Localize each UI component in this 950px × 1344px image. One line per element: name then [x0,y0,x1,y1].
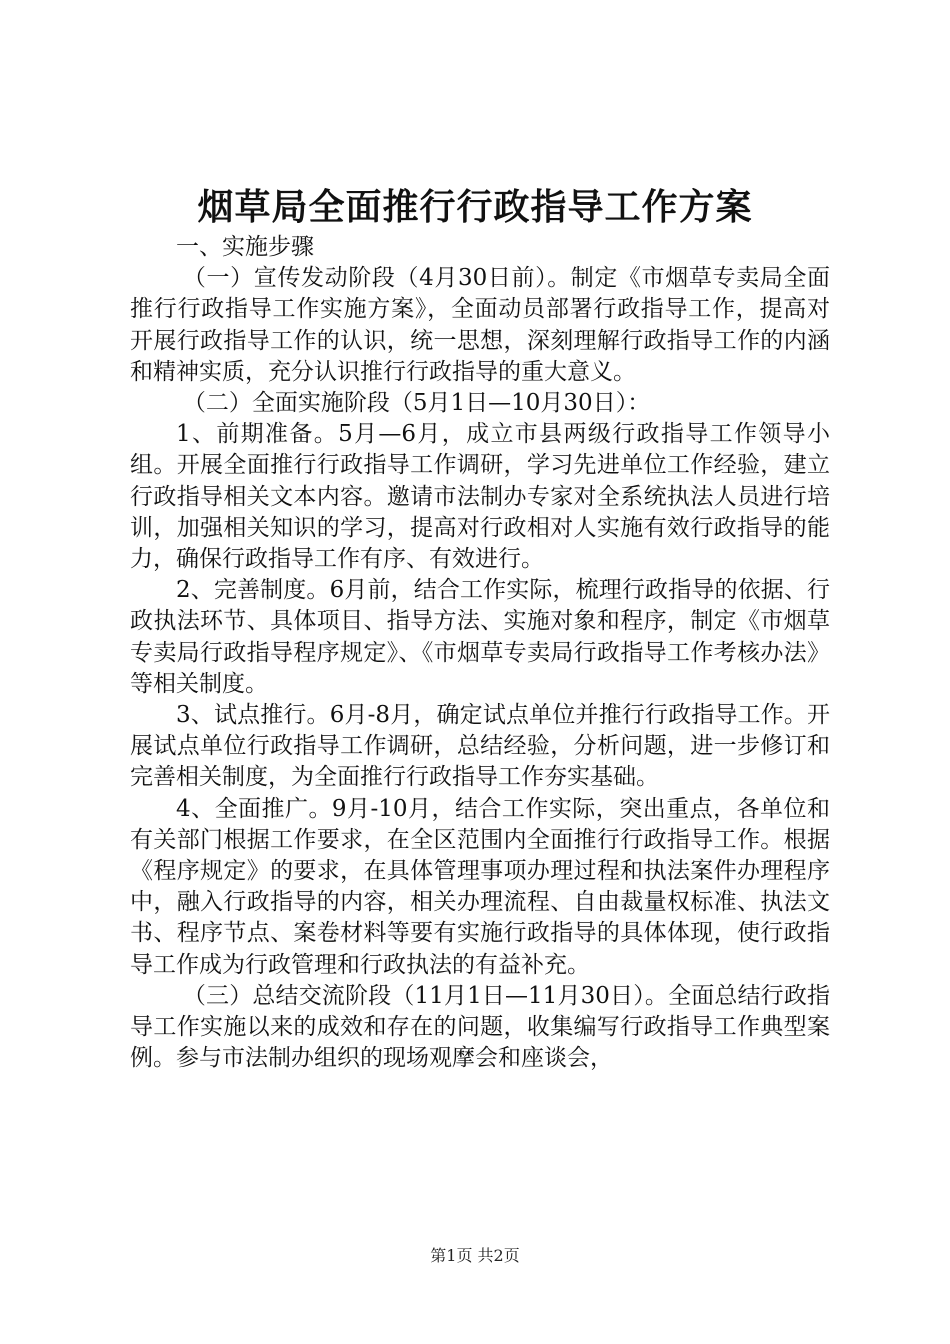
paragraph-stage-3-summary: （三）总结交流阶段（11月1日—11月30日）。全面总结行政指导工作实施以来的成效和存在的问题，收集编写行政指导工作典型案例。参与市法制办组织的现场观摩会和座谈会， [130,982,830,1072]
document-body [130,232,830,1074]
document-title: 烟草局全面推行行政指导工作方案 [197,187,753,228]
paragraph-item-3-pilot: 3、试点推行。6月-8月，确定试点单位并推行行政指导工作。开展试点单位行政指导工作调研，总结经验，分析问题，进一步修订和完善相关制度，为全面推行行政指导工作夯实基础。 [130,702,830,791]
page-number-footer: 第1页 共2页 [430,1246,520,1265]
paragraph-stage-2-heading: （二）全面实施阶段（5月1日—10月30日）： [182,390,651,417]
section-heading-implementation-steps: 一、实施步骤 [176,234,314,260]
paragraph-item-1-preparation: 1、前期准备。5月—6月，成立市县两级行政指导工作领导小组。开展全面推行行政指导工作调研，学习先进单位工作经验，建立行政指导相关文本内容。邀请市法制办专家对全系统执法人员进行培训，加强相关知识的学习，提高对行政相对人实施有效行政指导的能力，确保行政指导工作有序、有效进行。 [130,421,830,573]
paragraph-item-4-rollout: 4、全面推广。9月-10月，结合工作实际，突出重点，各单位和有关部门根据工作要求，在全区范围内全面推行行政指导工作。根据《程序规定》的要求，在具体管理事项办理过程和执法案件办理程序中，融入行政指导的内容，相关办理流程、自由裁量权标准、执法文书、程序节点、案卷材料等要有实施行政指导的具体体现，使行政指导工作成为行政管理和行政执法的有益补充。 [130,795,830,978]
paragraph-stage-1-publicity: （一）宣传发动阶段（4月30日前）。制定《市烟草专卖局全面推行行政指导工作实施方案》，全面动员部署行政指导工作，提高对开展行政指导工作的认识，统一思想，深刻理解行政指导工作的内涵和精神实质，充分认识推行行政指导的重大意义。 [130,265,830,385]
paragraph-item-2-system: 2、完善制度。6月前，结合工作实际，梳理行政指导的依据、行政执法环节、具体项目、指导方法、实施对象和程序，制定《市烟草专卖局行政指导程序规定》、《市烟草专卖局行政指导工作考核办法》等相关制度。 [130,577,830,697]
